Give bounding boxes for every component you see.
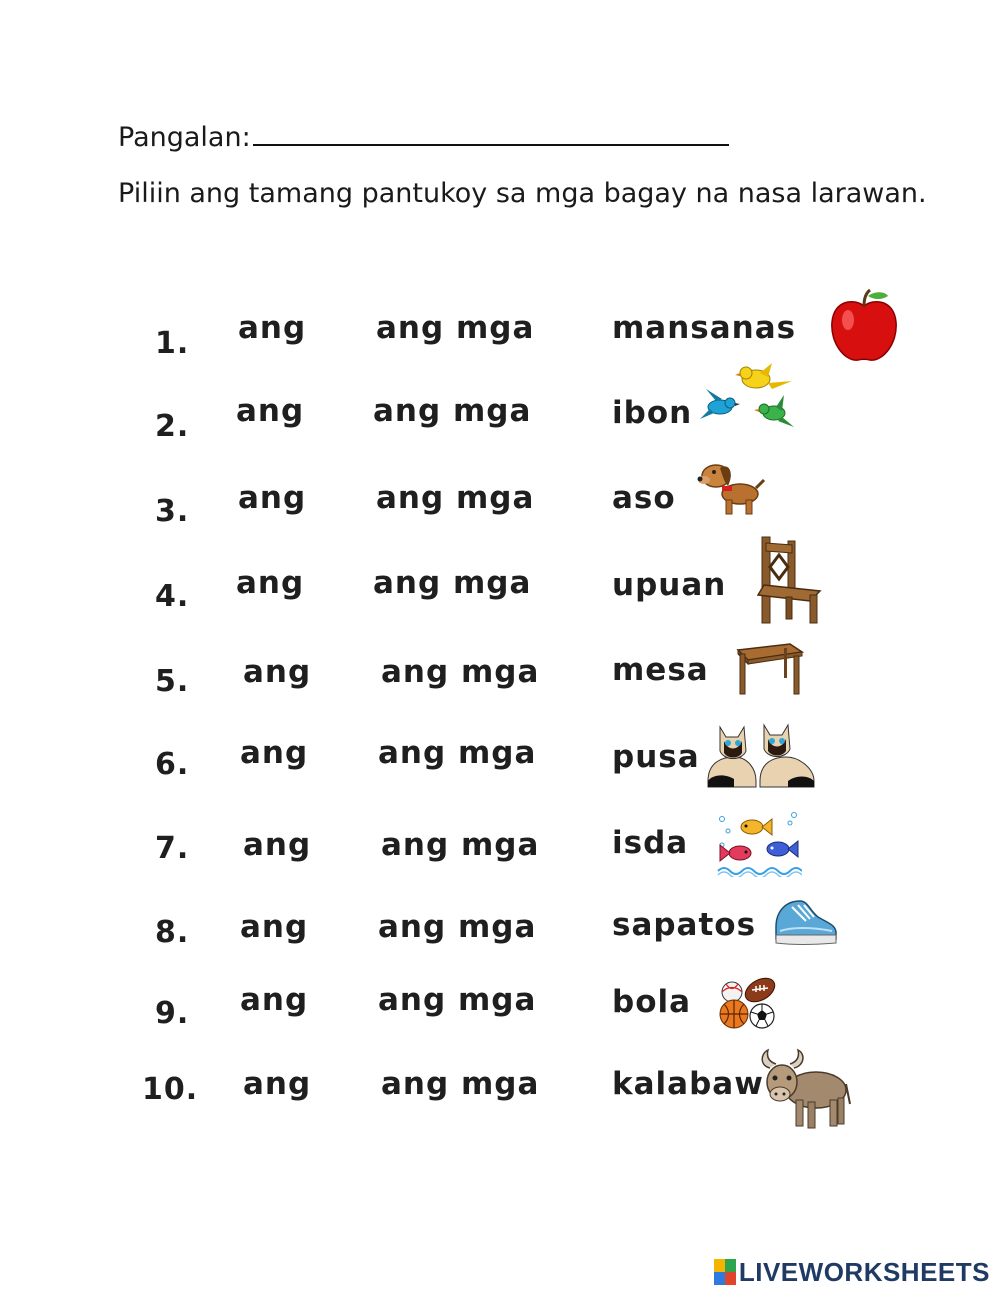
item-number: 8.	[155, 915, 190, 950]
item-word: isda	[612, 825, 689, 861]
option-ang[interactable]: ang	[238, 310, 307, 346]
option-ang[interactable]: ang	[240, 735, 309, 771]
item-row-9	[0, 982, 1000, 1042]
item-word: sapatos	[612, 907, 757, 943]
brand-square-blue	[714, 1272, 725, 1285]
item-row-4	[0, 565, 1000, 625]
item-row-8	[0, 907, 1000, 967]
option-ang[interactable]: ang	[240, 982, 309, 1018]
option-ang-mga[interactable]: ang mga	[381, 827, 540, 863]
item-word: aso	[612, 480, 676, 516]
item-row-2	[0, 393, 1000, 453]
option-ang[interactable]: ang	[238, 480, 307, 516]
instructions-text: Piliin ang tamang pantukoy sa mga bagay na nasa larawan.	[118, 178, 927, 209]
item-word: mansanas	[612, 310, 797, 346]
option-ang[interactable]: ang	[236, 565, 305, 601]
item-number: 3.	[155, 494, 190, 529]
item-word: mesa	[612, 652, 709, 688]
option-ang[interactable]: ang	[236, 393, 305, 429]
cats-icon	[704, 721, 820, 793]
name-label: Pangalan:	[118, 122, 251, 153]
option-ang-mga[interactable]: ang mga	[373, 393, 532, 429]
item-word: kalabaw	[612, 1066, 764, 1102]
option-ang-mga[interactable]: ang mga	[378, 982, 537, 1018]
balls-icon	[716, 974, 778, 1030]
option-ang[interactable]: ang	[240, 909, 309, 945]
brand-text: LIVEWORKSHEETS	[738, 1256, 990, 1287]
birds-icon	[698, 361, 798, 437]
item-row-6	[0, 735, 1000, 795]
shoes-icon	[772, 897, 840, 947]
item-number: 6.	[155, 747, 190, 782]
liveworksheets-logo	[714, 1254, 990, 1290]
item-number: 10.	[142, 1072, 199, 1107]
item-number: 4.	[155, 579, 190, 614]
brand-square-yellow	[714, 1259, 725, 1272]
apple-icon	[828, 288, 900, 364]
item-word: pusa	[612, 739, 700, 775]
item-word: upuan	[612, 567, 727, 603]
dog-icon	[696, 460, 766, 518]
option-ang-mga[interactable]: ang mga	[378, 735, 537, 771]
item-number: 5.	[155, 664, 190, 699]
brand-square-green	[725, 1259, 736, 1272]
item-row-7	[0, 825, 1000, 885]
item-number: 1.	[155, 326, 190, 361]
item-number: 7.	[155, 831, 190, 866]
item-number: 9.	[155, 996, 190, 1031]
item-word: bola	[612, 984, 692, 1020]
option-ang[interactable]: ang	[243, 1066, 312, 1102]
option-ang-mga[interactable]: ang mga	[378, 909, 537, 945]
item-word: ibon	[612, 395, 693, 431]
item-row-1	[0, 310, 1000, 370]
chair-icon	[754, 535, 830, 625]
option-ang-mga[interactable]: ang mga	[373, 565, 532, 601]
item-row-10	[0, 1064, 1000, 1124]
item-row-5	[0, 652, 1000, 712]
fish-icon	[716, 811, 802, 877]
option-ang[interactable]: ang	[243, 654, 312, 690]
option-ang-mga[interactable]: ang mga	[381, 1066, 540, 1102]
brand-square-red	[725, 1272, 736, 1285]
carabao-icon	[760, 1048, 852, 1132]
item-number: 2.	[155, 409, 190, 444]
item-row-3	[0, 478, 1000, 538]
option-ang-mga[interactable]: ang mga	[376, 480, 535, 516]
option-ang-mga[interactable]: ang mga	[381, 654, 540, 690]
table-icon	[736, 640, 804, 696]
option-ang[interactable]: ang	[243, 827, 312, 863]
option-ang-mga[interactable]: ang mga	[376, 310, 535, 346]
liveworksheets-mark-icon	[714, 1259, 736, 1285]
